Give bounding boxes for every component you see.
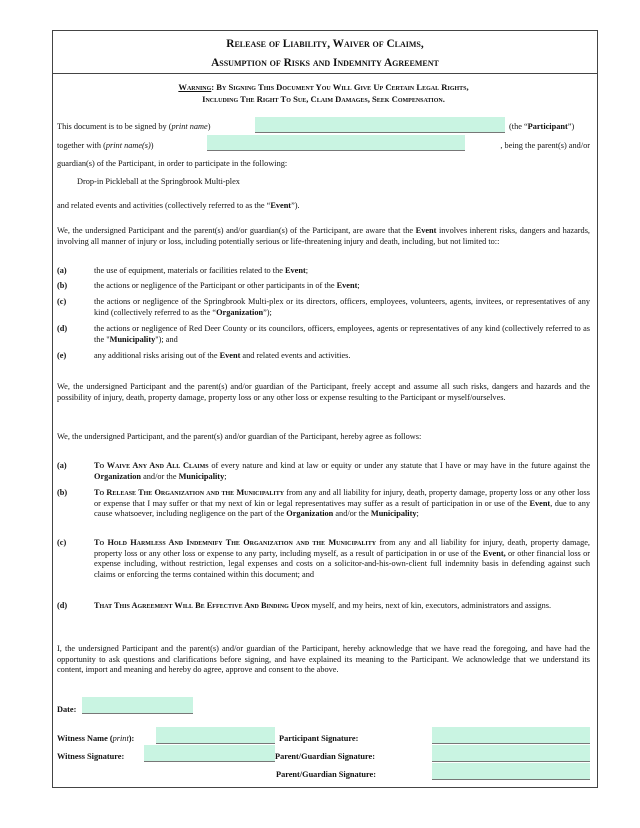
- risks-intro: We, the undersigned Participant and the parent(s) and/or guardian(s) of the Participant, are aware that the Event involves inherent risks, dangers and hazards, involving all manner of injury or loss, including potentially serious or life-threatening injury and death, including, but not limited to::: [57, 226, 590, 246]
- agreement-b-label: (b): [57, 488, 68, 497]
- risk-b-text: the actions or negligence of the Participant or other participants in of the Event;: [94, 281, 360, 290]
- warning-line-2: Including The Right To Sue, Claim Damages, Seek Compensation.: [202, 93, 445, 104]
- parent-signature-1-label: Parent/Guardian Signature:: [275, 752, 375, 761]
- agreement-b-text: To Release The Organization and the Municipality from any and all liability for injury, death, property damage, property loss or any other loss or expense that I may suffer or that my next of kin or legal representatives may suffer as a result of participation in or use of the Event, due to any cause whatsoever, including negligence on the part of the Organization and/or the Municipality;: [94, 488, 590, 519]
- witness-signature-field[interactable]: [144, 745, 275, 762]
- title-line-2: Assumption of Risks and Indemnity Agreement: [211, 57, 439, 69]
- agreement-a-text: To Waive Any And All Claims of every nature and kind at law or equity or under any statute that I have or may have in the future against the Organization and/or the Municipality;: [94, 461, 590, 481]
- agreement-c-text: To Hold Harmless And Indemnify The Organization and the Municipality from any and all liability for injury, death, property damage, property loss or any other loss or expense to any party, including myself, as a result of participation in or use of the Event, or other financial loss or expense including, without restriction, legal expenses and costs on a solicitor-and-his-own-client full indemnity basis in defending against such claims or enforcing the terms contained within this document; and: [94, 538, 591, 579]
- risk-c-label: (c): [57, 297, 67, 306]
- participant-signature-label: Participant Signature:: [279, 734, 359, 743]
- intro-signed-by: This document is to be signed by (print name): [57, 122, 211, 131]
- agreement-c-label: (c): [57, 538, 67, 547]
- intro-related-line: and related events and activities (collectively referred to as the “Event”).: [57, 201, 300, 210]
- risk-a-text: the use of equipment, materials or facilities related to the Event;: [94, 266, 309, 275]
- intro-together-with: together with (print name(s)): [57, 141, 154, 150]
- agreement-d-label: (d): [57, 601, 68, 610]
- accept-paragraph: We, the undersigned Participant and the parent(s) and/or guardian of the Participant, freely accept and assume all such risks, dangers and hazards and the possibility of injury, death, property damage, property loss or any other loss or expense resulting to the Participant or myself/ourselves.: [57, 382, 590, 402]
- parent-signature-2-field[interactable]: [432, 763, 590, 780]
- agreement-d-text: That This Agreement Will Be Effective And Binding Upon myself, and my heirs, next of kin, executors, administrators and assigns.: [94, 601, 552, 610]
- risk-e-text: any additional risks arising out of the Event and related events and activities.: [94, 351, 351, 360]
- participant-name-field[interactable]: [255, 117, 505, 133]
- risk-e-label: (e): [57, 351, 67, 360]
- risk-d-text: the actions or negligence of Red Deer County or its councilors, officers, employees, agents or representatives of any kind (collectively referred to as the "Municipality"); and: [94, 324, 590, 344]
- participant-signature-field[interactable]: [432, 727, 590, 744]
- witness-signature-label: Witness Signature:: [57, 752, 125, 761]
- risk-d-label: (d): [57, 324, 68, 333]
- warning-line-1: : By Signing This Document You Will Give Up Certain Legal Rights,: [211, 82, 469, 92]
- document-title: [52, 30, 598, 74]
- warning-label: Warning: [178, 82, 212, 92]
- activity-name: Drop-in Pickleball at the Springbrook Multi-plex: [77, 177, 240, 186]
- risk-a-label: (a): [57, 266, 67, 275]
- risk-b-label: (b): [57, 281, 68, 290]
- agree-intro: We, the undersigned Participant, and the parent(s) and/or guardian of the Participant, hereby agree as follows:: [57, 432, 422, 441]
- title-line-1: Release of Liability, Waiver of Claims,: [226, 38, 424, 50]
- date-label: Date:: [57, 705, 77, 714]
- agreement-a-label: (a): [57, 461, 67, 470]
- participant-designation: (the “Participant”): [509, 122, 575, 131]
- date-field[interactable]: [82, 697, 193, 714]
- intro-being-parents: , being the parent(s) and/or: [500, 141, 590, 150]
- witness-name-label: Witness Name (print):: [57, 734, 135, 743]
- risk-c-text: the actions or negligence of the Springbrook Multi-plex or its directors, officers, employees, volunteers, agents, invitees, or representatives of any kind (collectively referred to as the “Organization”);: [94, 297, 590, 317]
- parent-signature-2-label: Parent/Guardian Signature:: [276, 770, 376, 779]
- witness-name-field[interactable]: [156, 727, 275, 744]
- warning-notice: [57, 82, 590, 105]
- intro-guardian-line: guardian(s) of the Participant, in order to participate in the following:: [57, 159, 288, 168]
- acknowledge-paragraph: I, the undersigned Participant and the parent(s) and/or guardian of the Participant, hereby acknowledge that we have read the foregoing, and have had the opportunity to ask questions and clarifications before signing, and have explained its meaning to the Participant. We acknowledge that we understand its content, import and meaning and hereby do agree, approve and consent to the above.: [57, 644, 590, 675]
- parent-names-field[interactable]: [207, 135, 465, 151]
- parent-signature-1-field[interactable]: [432, 745, 590, 762]
